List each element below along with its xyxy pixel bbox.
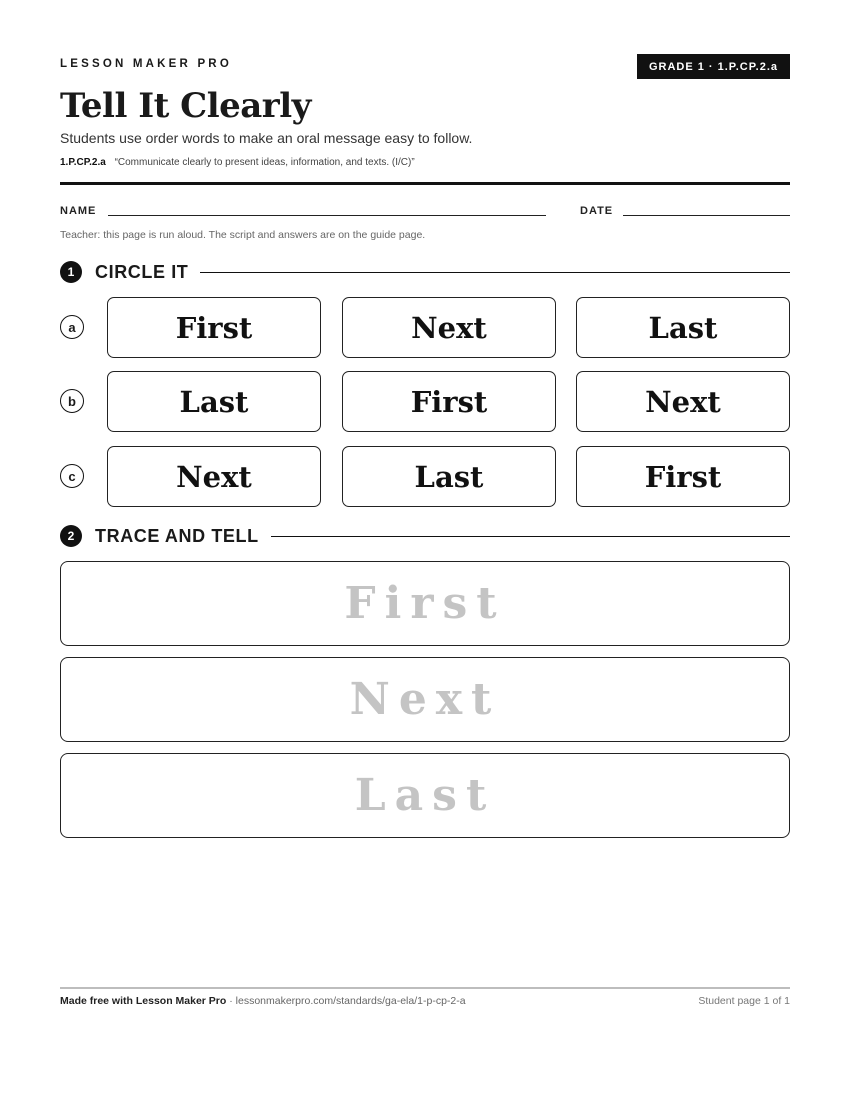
word-card[interactable]: Last xyxy=(107,371,321,432)
word-card[interactable]: Next xyxy=(576,371,790,432)
word-card[interactable]: First xyxy=(576,446,790,507)
row-letter-badge: a xyxy=(60,315,84,339)
section-title: TRACE AND TELL xyxy=(95,525,259,546)
footer-made-with: Made free with Lesson Maker Pro xyxy=(60,995,227,1007)
trace-word: Next xyxy=(349,674,501,725)
word-card[interactable]: Next xyxy=(107,446,321,507)
word-card[interactable]: First xyxy=(107,297,321,358)
grade-badge: GRADE 1 · 1.P.CP.2.a xyxy=(637,54,790,79)
name-label: NAME xyxy=(60,205,97,217)
page-subtitle: Students use order words to make an oral message easy to follow. xyxy=(60,130,473,146)
circle-row-b xyxy=(60,371,790,433)
row-letter-badge: c xyxy=(60,464,84,488)
word-card[interactable]: First xyxy=(342,371,556,432)
brand-name: LESSON MAKER PRO xyxy=(60,58,232,70)
date-field[interactable] xyxy=(623,215,790,216)
section-divider xyxy=(271,536,790,537)
section-trace-and-tell-header xyxy=(60,524,790,548)
worksheet-page xyxy=(60,0,790,1100)
section-number-badge: 2 xyxy=(60,525,82,547)
standard-line xyxy=(60,157,415,168)
section-number-badge: 1 xyxy=(60,261,82,283)
page-title: Tell It Clearly xyxy=(60,86,311,126)
date-label: DATE xyxy=(580,205,614,217)
trace-box[interactable] xyxy=(60,657,790,742)
circle-row-a xyxy=(60,297,790,359)
trace-box[interactable] xyxy=(60,753,790,838)
footer-page-count: Student page 1 of 1 xyxy=(698,995,790,1007)
section-divider xyxy=(200,272,790,273)
trace-word: First xyxy=(344,578,506,629)
word-card[interactable]: Last xyxy=(576,297,790,358)
trace-box[interactable] xyxy=(60,561,790,646)
footer-credit xyxy=(60,995,466,1007)
trace-word: Last xyxy=(354,770,496,821)
teacher-note: Teacher: this page is run aloud. The script and answers are on the guide page. xyxy=(60,229,426,241)
word-card[interactable]: Next xyxy=(342,297,556,358)
row-letter-badge: b xyxy=(60,389,84,413)
standard-text: “Communicate clearly to present ideas, information, and texts. (I/C)” xyxy=(114,157,415,168)
section-circle-it-header xyxy=(60,260,790,284)
name-field[interactable] xyxy=(108,215,546,216)
footer-url[interactable]: · lessonmakerpro.com/standards/ga-ela/1-p-cp-2-a xyxy=(226,995,466,1007)
section-title: CIRCLE IT xyxy=(95,261,189,282)
circle-row-c xyxy=(60,446,790,508)
word-card[interactable]: Last xyxy=(342,446,556,507)
footer-divider xyxy=(60,987,790,989)
standard-code: 1.P.CP.2.a xyxy=(60,157,106,168)
header-divider xyxy=(60,182,790,185)
